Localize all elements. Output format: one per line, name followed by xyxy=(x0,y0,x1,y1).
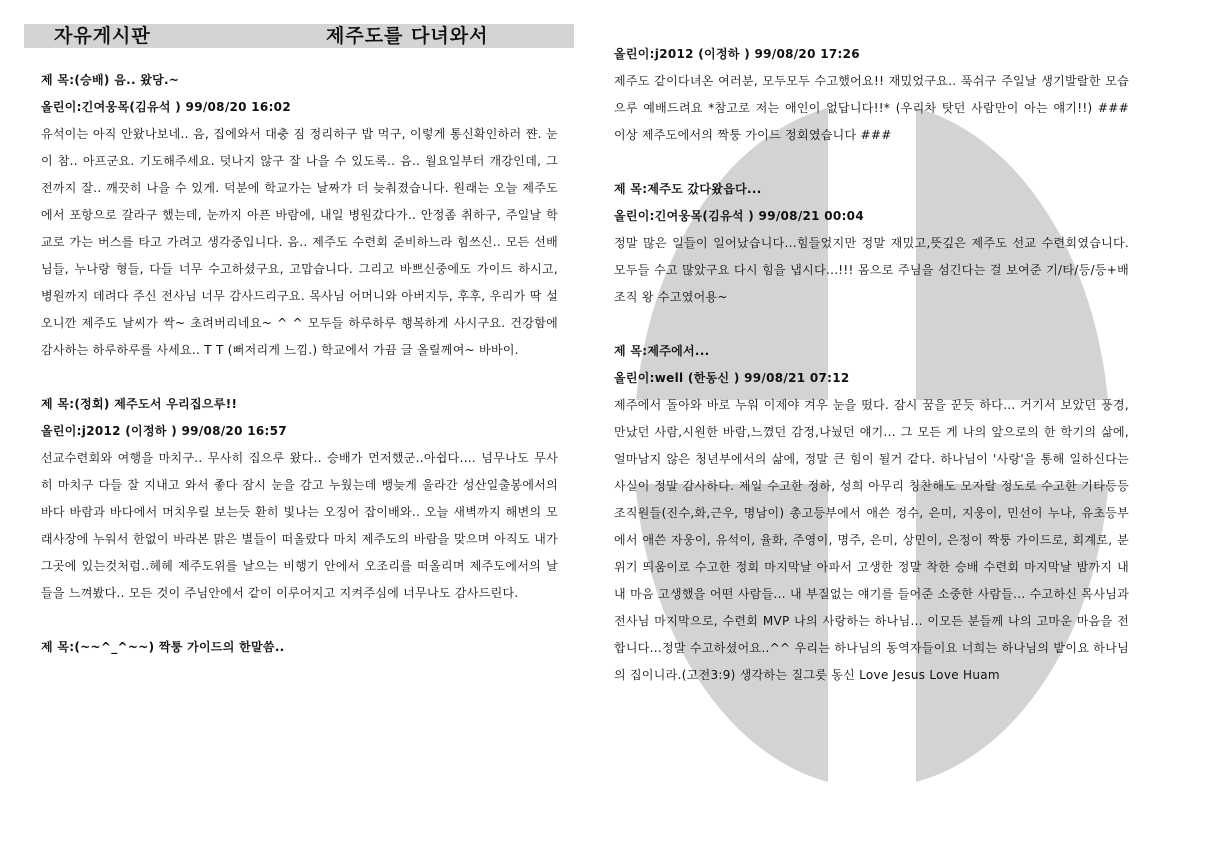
post xyxy=(41,634,558,661)
post-body: 제주에서 돌아와 바로 누워 이제야 겨우 눈을 떴다. 잠시 꿈을 꾼듯 하다... 거기서 보았던 풍경, 만났던 사람,시원한 바람,느꼈던 감정,나눴던 얘기... 그 모든 게 나의 앞으로의 한 학기의 삶에, 얼마남지 않은 청년부에서의 삶에, 정말 큰 힘이 될거 같다. 하나님이 '사랑'을 통해 일하신다는 사실이 정말 감사하다. 제일 수고한 정하, 성희 아무리 칭찬해도 모자랄 정도로 수고한 기타등등 조직원들(진수,화,근우, 명남이) 총고등부에서 애쓴 정수, 은미, 지웅이, 민선이 누나, 유초등부에서 애쓴 자웅이, 유석이, 율화, 주영이, 명주, 은미, 상민이, 은정이 짝퉁 가이드로, 회계로, 분위기 띄움이로 수고한 정회 마지막날 아파서 고생한 정말 착한 승배 수련회 마지막날 밤까지 내내 마음 고생했을 어떤 사람들... 내 부질없는 얘기를 들어준 소중한 사람들... 수고하신 목사님과 전사님 마지막으로, 수련회 MVP 나의 사랑하는 하나님... 이모든 분들께 나의 고마운 마음을 전합니다...정말 수고하셨어요..^^ 우리는 하나님의 동역자들이요 너희는 하나님의 밭이요 하나님의 집이니라.(고전3:9) 생각하는 질그릇 동신 Love Jesus Love Huam xyxy=(614,398,1129,682)
post-title: 제 목:(정회) 제주도서 우리집으루!! xyxy=(41,397,238,411)
post-meta: 올린이:j2012 (이정하 ) 99/08/20 17:26 xyxy=(614,47,860,61)
post-meta: 올린이:긴여웅목(김유석 ) 99/08/20 16:02 xyxy=(41,100,291,114)
post-meta: 올린이:긴여웅목(김유석 ) 99/08/21 00:04 xyxy=(614,209,864,223)
post-body: 제주도 같이다녀온 여러분, 모두모두 수고했어요!! 재밌었구요.. 푹쉬구 주일날 생기발랄한 모습으루 예배드려요 *참고로 저는 애인이 없답니다!!* (우리차 탓던 사람만이 아는 얘기!!) ### 이상 제주도에서의 짝퉁 가이드 정회였습니다 ### xyxy=(614,74,1129,142)
post-title: 제 목:제주에서... xyxy=(614,344,710,358)
post-title: 제 목:제주도 갔다왔읍다... xyxy=(614,182,762,196)
post-title: 제 목:(~~^_^~~) 짝퉁 가이드의 한말씀.. xyxy=(41,640,285,654)
post xyxy=(614,176,1129,311)
post-body: 정말 많은 일들이 일어났습니다...힘들었지만 정말 재밌고,뜻깊은 제주도 선교 수련회였습니다.모두들 수고 많았구요 다시 힘을 냅시다...!!! 몸으로 주님을 섬긴다는 걸 보여준 기/타/등/등+배 조직 왕 수고였어용~ xyxy=(614,236,1129,304)
post-body: 선교수련회와 여행을 마치구.. 무사히 집으루 왔다.. 승배가 먼저했군..아쉽다.... 넘무나도 무사히 마치구 다들 잘 지내고 와서 좋다 잠시 눈을 감고 누웠는데 뱅늦게 울라간 성산일출봉에서의 바다 바람과 바다에서 머치우릴 보는듯 환히 빛나는 오징어 잡이배와.. 오늘 새벽까지 해변의 모래사장에 누워서 한없이 바라본 맑은 별들이 떠올랐다 마치 제주도의 바람을 맞으며 아직도 내가 그곳에 있는것처럼..헤헤 제주도위를 날으는 비행기 안에서 오조리를 떠올리며 제주도에서의 날들을 느껴봤다.. 모든 것이 주님안에서 같이 이루어지고 지켜주심에 너무나도 감사드린다. xyxy=(41,451,558,600)
header-banner xyxy=(24,24,574,48)
left-column xyxy=(41,67,558,661)
board-title: 자유게시판 xyxy=(54,25,151,47)
post-meta: 올린이:j2012 (이정하 ) 99/08/20 16:57 xyxy=(41,424,287,438)
post xyxy=(614,41,1129,149)
post-body: 유석이는 아직 안왔나보네.. 음, 집에와서 대충 짐 정리하구 밥 먹구, 이렇게 통신확인하러 쨘. 눈이 참.. 아프군요. 기도해주세요. 덧나지 않구 잘 나을 수 있도록.. 음.. 월요일부터 개강인데, 그전까지 잘.. 깨끗히 나을 수 있게. 덕분에 학교가는 날짜가 더 늦춰졌습니다. 원래는 오늘 제주도에서 포항으로 갈라구 했는데, 눈까지 아픈 바람에, 내일 병원갔다가.. 안정좀 취하구, 주일날 학교로 가는 버스를 타고 가려고 생각중입니다. 음.. 제주도 수련회 준비하느라 힘쓰신.. 모든 선배님들, 누나랑 형들, 다들 너무 수고하셨구요, 고맙습니다. 그리고 바쁘신중에도 가이드 하시고, 병원까지 데려다 주신 전사님 너무 감사드리구요. 목사님 어머니와 아버지두, 후후, 우리가 딱 설 오니깐 제주도 날씨가 싹~ 초려버리네요~ ^ ^ 모두들 하루하루 행복하게 사시구요. 건강함에 감사하는 하루하루를 사세요.. T T (뻐저리게 느낌.) 학교에서 가끔 글 올릴께여~ 바바이. xyxy=(41,127,558,357)
post xyxy=(614,338,1129,689)
post xyxy=(41,67,558,364)
post-title: 제 목:(승배) 음.. 왔당.~ xyxy=(41,73,180,87)
post xyxy=(41,391,558,607)
page-title: 제주도를 다녀와서 xyxy=(326,25,489,47)
right-column xyxy=(614,41,1129,689)
post-meta: 올린이:well (한동신 ) 99/08/21 07:12 xyxy=(614,371,850,385)
